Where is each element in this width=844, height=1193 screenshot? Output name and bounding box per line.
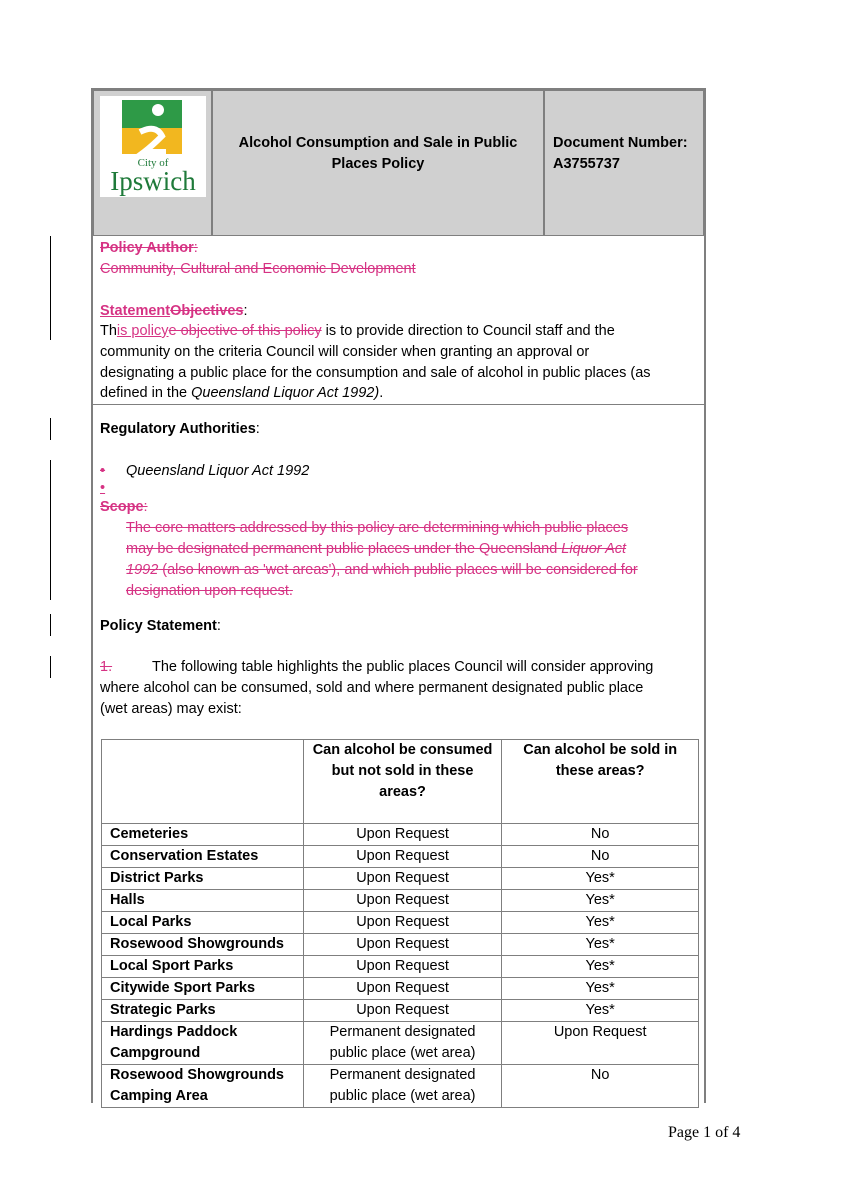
change-bar [50, 418, 51, 440]
colon: : [243, 303, 248, 319]
place-cell: Strategic Parks [102, 1000, 304, 1022]
act-year: 1992 [126, 562, 159, 578]
policy-statement-label: Policy Statement [100, 618, 217, 634]
text-run: is to provide direction to Council staff and the [321, 323, 615, 339]
table-row [102, 1000, 699, 1022]
public-places-table [101, 739, 699, 1108]
table-row [102, 1022, 699, 1065]
table-row [102, 1065, 699, 1108]
table-row [102, 868, 699, 890]
regulatory-item-1 [100, 461, 309, 482]
sold-cell: Yes* [502, 890, 699, 912]
page-number: Page 1 of 4 [668, 1124, 741, 1141]
sold-cell: No [502, 846, 699, 868]
regulatory-item-2 [100, 478, 126, 499]
change-bar [50, 460, 51, 600]
deleted-text: e objective of this policy [168, 323, 322, 339]
bullet-deleted: • [100, 463, 106, 479]
consumed-cell: Upon Request [303, 934, 502, 956]
sold-cell: Yes* [502, 912, 699, 934]
place-cell: Rosewood Showgrounds [102, 934, 304, 956]
logo-ipswich-text: Ipswich [110, 166, 196, 196]
title-line-1: Alcohol Consumption and Sale in Public [238, 135, 518, 151]
text-run: . [379, 385, 384, 401]
scope-label: Scope [100, 499, 144, 515]
doc-number-cell [544, 90, 704, 236]
place-cell: Rosewood Showgrounds Camping Area [102, 1065, 304, 1108]
objectives-label-deleted: Objectives [170, 303, 244, 319]
place-cell: Cemeteries [102, 824, 304, 846]
city-of-ipswich-logo [100, 96, 206, 197]
policy-author-value: Community, Cultural and Economic Development [100, 261, 416, 277]
sold-cell: Yes* [502, 956, 699, 978]
statement-label-inserted: Statement [100, 303, 171, 319]
regulatory-label: Regulatory Authorities [100, 421, 256, 437]
place-cell: District Parks [102, 868, 304, 890]
consumed-cell: Upon Request [303, 890, 502, 912]
statement-line-4 [100, 383, 383, 404]
consumed-cell: Upon Request [303, 868, 502, 890]
sold-cell: Yes* [502, 934, 699, 956]
consumed-cell: Upon Request [303, 956, 502, 978]
colon: : [216, 618, 221, 634]
header-consumed: Can alcohol be consumed but not sold in these areas? [303, 740, 502, 824]
sold-cell: No [502, 1065, 699, 1108]
place-cell: Local Sport Parks [102, 956, 304, 978]
consumed-cell: Permanent designated public place (wet area) [303, 1065, 502, 1108]
text-run: Th [100, 323, 117, 339]
statement-line-3: designating a public place for the consumption and sale of alcohol in public places (as [100, 365, 651, 381]
deleted-number: 1. [100, 659, 113, 675]
sold-cell: Upon Request [502, 1022, 699, 1065]
place-cell: Local Parks [102, 912, 304, 934]
change-bar [50, 614, 51, 636]
scope-line-4: designation upon request. [126, 583, 293, 599]
table-header-row [102, 740, 699, 824]
bullet-inserted: • [100, 480, 106, 496]
colon: : [193, 240, 198, 256]
policy-author-heading [100, 238, 198, 259]
colon: : [255, 421, 260, 437]
place-cell: Citywide Sport Parks [102, 978, 304, 1000]
sold-cell: Yes* [502, 868, 699, 890]
text-run: (also known as 'wet areas'), and which public places will be considered for [158, 562, 638, 578]
table-row [102, 846, 699, 868]
doc-number-label: Document Number: [553, 135, 688, 151]
table-row [102, 912, 699, 934]
act-name: Liquor Act [561, 541, 627, 557]
consumed-cell: Upon Request [303, 824, 502, 846]
logo-cell [93, 90, 212, 236]
sold-cell: Yes* [502, 978, 699, 1000]
act-name: Queensland Liquor Act 1992 [126, 463, 310, 479]
inserted-text: is policy [116, 323, 169, 339]
doc-number-value: A3755737 [553, 156, 620, 172]
change-bar [50, 656, 51, 678]
policy-statement-line-3: (wet areas) may exist: [100, 701, 242, 717]
colon: : [143, 499, 148, 515]
statement-line-1 [100, 321, 615, 342]
text-run: defined in the [100, 385, 192, 401]
policy-statement-line-2: where alcohol can be consumed, sold and where permanent designated public place [100, 680, 644, 696]
header-sold: Can alcohol be sold in these areas? [502, 740, 699, 824]
table-row [102, 890, 699, 912]
sold-cell: No [502, 824, 699, 846]
document-title [228, 133, 528, 175]
logo-city-of-text: City of [137, 157, 169, 169]
scope-line-1: The core matters addressed by this policy are determining which public places [126, 520, 629, 536]
consumed-cell: Upon Request [303, 978, 502, 1000]
text-run: The following table highlights the public places Council will consider approving [152, 659, 654, 675]
policy-author-label: Policy Author [100, 240, 194, 256]
sold-cell: Yes* [502, 1000, 699, 1022]
consumed-cell: Upon Request [303, 912, 502, 934]
place-cell: Hardings Paddock Campground [102, 1022, 304, 1065]
statement-line-2: community on the criteria Council will consider when granting an approval or [100, 344, 590, 360]
statement-heading [100, 301, 247, 322]
consumed-cell: Upon Request [303, 1000, 502, 1022]
place-cell: Halls [102, 890, 304, 912]
scope-line-3 [126, 560, 638, 581]
scope-line-2 [126, 539, 626, 560]
header-table [93, 90, 704, 236]
act-name: Queensland Liquor Act 1992) [191, 385, 380, 401]
section-divider [93, 404, 704, 405]
consumed-cell: Permanent designated public place (wet area) [303, 1022, 502, 1065]
table-row [102, 978, 699, 1000]
place-cell: Conservation Estates [102, 846, 304, 868]
table-row [102, 824, 699, 846]
policy-statement-line-1 [100, 657, 653, 678]
policy-statement-heading [100, 616, 221, 637]
title-cell [212, 90, 544, 236]
table-row [102, 956, 699, 978]
change-bar [50, 236, 51, 340]
regulatory-heading [100, 419, 260, 440]
text-run: may be designated permanent public places under the Queensland [126, 541, 562, 557]
table-row [102, 934, 699, 956]
consumed-cell: Upon Request [303, 846, 502, 868]
title-line-2: Places Policy [331, 156, 425, 172]
header-place [102, 740, 304, 824]
scope-heading [100, 497, 148, 518]
